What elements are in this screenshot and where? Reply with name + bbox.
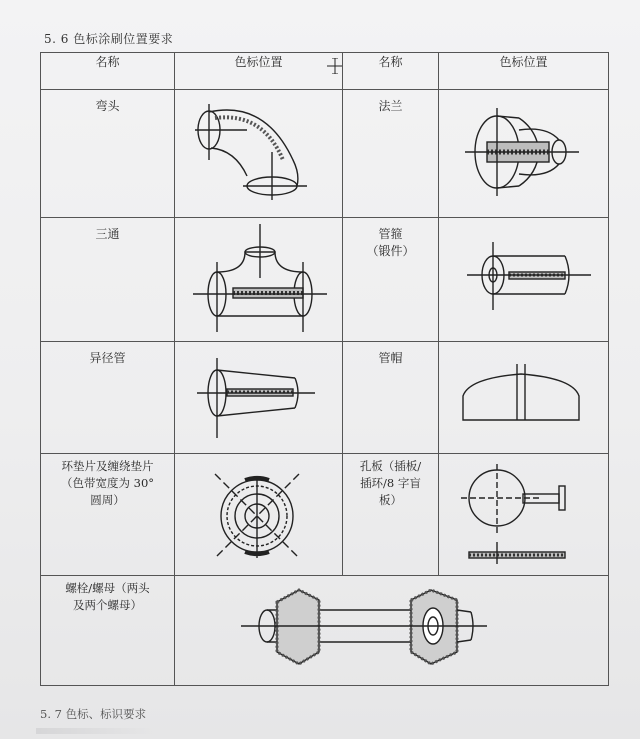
header-mark-position: 色标位置 <box>439 53 609 90</box>
table-row <box>41 576 609 686</box>
cropped-text-line <box>36 728 156 734</box>
tee-fitting-icon <box>175 218 343 342</box>
reducer-icon <box>175 342 343 454</box>
next-section-title: 5. 7 色标、标识要求 <box>40 707 147 721</box>
ring-gasket-icon <box>175 454 343 576</box>
item-name: 法兰 <box>343 90 439 218</box>
table-row <box>41 342 609 454</box>
section-title: 5. 6 色标涂刷位置要求 <box>44 32 174 46</box>
bolt-nut-icon <box>175 576 609 686</box>
table-row <box>41 218 609 342</box>
orifice-plate-icon <box>439 454 609 576</box>
item-name: 管帽 <box>343 342 439 454</box>
coupling-icon <box>439 218 609 342</box>
color-mark-table <box>40 52 609 686</box>
table-row <box>41 454 609 576</box>
item-name: 环垫片及缠绕垫片 （色带宽度为 30° 圆周） <box>41 454 175 576</box>
header-mark-position: 色标位置 <box>175 53 343 90</box>
table-header-row <box>41 53 609 90</box>
item-name: 三通 <box>41 218 175 342</box>
item-name: 螺栓/螺母（两头 及两个螺母） <box>41 576 175 686</box>
pipe-cap-icon <box>439 342 609 454</box>
item-name: 管箍 （锻件） <box>343 218 439 342</box>
header-name: 名称 <box>41 53 175 90</box>
table-row <box>41 90 609 218</box>
item-name: 异径管 <box>41 342 175 454</box>
header-name: 名称 <box>343 53 439 90</box>
elbow-fitting-icon <box>175 90 343 218</box>
flange-icon <box>439 90 609 218</box>
item-name: 孔板（插板/ 插环/8 字盲 板） <box>343 454 439 576</box>
item-name: 弯头 <box>41 90 175 218</box>
